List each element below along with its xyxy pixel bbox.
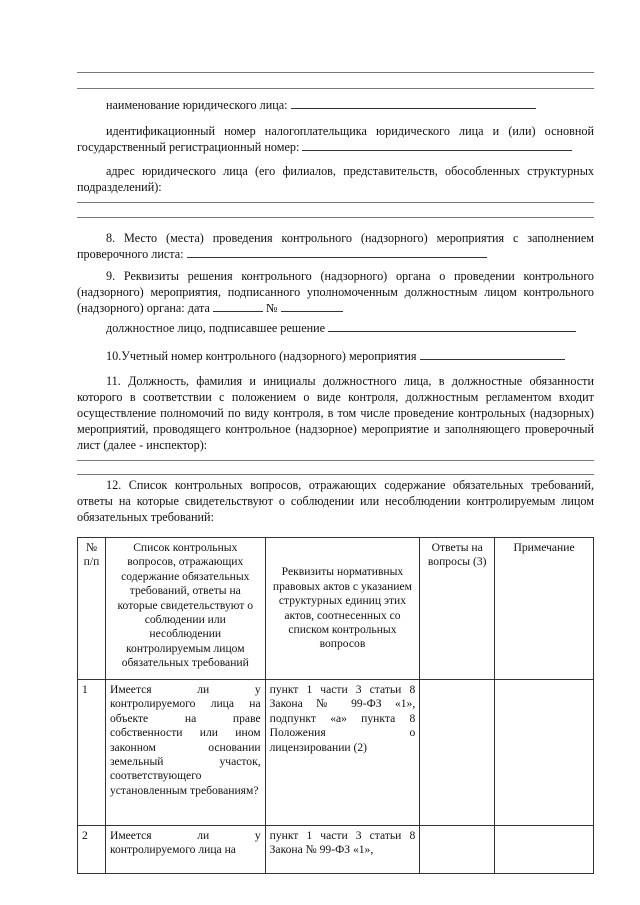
row-question: Имеется ли у контролируемого лица на объекте на праве собственности или ином законном основании земельный участок, соответствующего установленным требованиям? bbox=[105, 680, 265, 826]
decision-number-blank[interactable] bbox=[281, 301, 343, 312]
item-9-official bbox=[77, 320, 594, 336]
official-blank[interactable] bbox=[328, 321, 576, 332]
header-requisites: Реквизиты нормативных правовых актов с указанием структурных единиц этих актов, соотнесенных со списком контрольных вопросов bbox=[265, 538, 420, 680]
checklist-table bbox=[77, 537, 594, 874]
legal-name-field bbox=[77, 97, 594, 113]
top-blank-line-2 bbox=[77, 88, 594, 89]
row-note-cell[interactable] bbox=[495, 826, 594, 874]
inspector-blank-line-2[interactable] bbox=[77, 474, 594, 475]
row-requisites: пункт 1 части 3 статьи 8 Закона № 99-ФЗ «1», bbox=[265, 826, 420, 874]
header-notes: Примечание bbox=[495, 538, 594, 680]
item-8 bbox=[77, 230, 594, 262]
item-8-text: 8. Место (места) проведения контрольного (надзорного) мероприятия с заполнением проверочного листа: bbox=[77, 231, 594, 261]
row-answer-cell[interactable] bbox=[420, 680, 495, 826]
row-num: 1 bbox=[78, 680, 106, 826]
inn-blank[interactable] bbox=[302, 140, 572, 151]
item-9 bbox=[77, 268, 594, 316]
item-11-text: 11. Должность, фамилия и инициалы должностного лица, в должностные обязанности которого в соответствии с положением о виде контроля, должностным регламентом входит осуществление полномочий по виду контроля, в том числе проведение контрольных (надзорных) мероприятий, проводящего контрольное (надзорное) мероприятие и заполняющего проверочный лист (далее - инспектор): bbox=[77, 374, 594, 452]
item-11 bbox=[77, 373, 594, 453]
address-label: адрес юридического лица (его филиалов, представительств, обособленных структурных подразделений): bbox=[77, 164, 594, 194]
inn-field bbox=[77, 123, 594, 155]
item-10-text: 10.Учетный номер контрольного (надзорного) мероприятия bbox=[106, 349, 417, 363]
item-8-blank[interactable] bbox=[187, 247, 487, 258]
legal-name-label: наименование юридического лица: bbox=[106, 98, 288, 112]
item-10-blank[interactable] bbox=[420, 349, 565, 360]
official-label: должностное лицо, подписавшее решение bbox=[106, 321, 326, 335]
top-blank-line-1 bbox=[77, 72, 594, 73]
header-num: № п/п bbox=[78, 538, 106, 680]
row-requisites: пункт 1 части 3 статьи 8 Закона № 99-ФЗ «1», подпункт «а» пункта 8 Положения о лицензировании (2) bbox=[265, 680, 420, 826]
header-answers: Ответы на вопросы (3) bbox=[420, 538, 495, 680]
header-questions: Список контрольных вопросов, отражающих содержание обязательных требований, ответы на которые свидетельствуют о соблюдении или несоблюдении контролируемым лицом обязательных требований bbox=[105, 538, 265, 680]
address-blank-line-2[interactable] bbox=[77, 217, 594, 218]
inspector-blank-line-1[interactable] bbox=[77, 460, 594, 461]
item-12 bbox=[77, 477, 594, 525]
table-row bbox=[78, 680, 594, 826]
inn-label: идентификационный номер налогоплательщика юридического лица и (или) основной государственный регистрационный номер: bbox=[77, 124, 594, 154]
item-12-text: 12. Список контрольных вопросов, отражающих содержание обязательных требований, ответы на которые свидетельствуют о соблюдении или несоблюдении контролируемым лицом обязательных требований: bbox=[77, 478, 594, 524]
legal-name-blank[interactable] bbox=[291, 98, 536, 109]
decision-date-blank[interactable] bbox=[213, 301, 263, 312]
row-answer-cell[interactable] bbox=[420, 826, 495, 874]
address-field bbox=[77, 163, 594, 195]
table-row bbox=[78, 826, 594, 874]
row-question: Имеется ли у контролируемого лица на bbox=[105, 826, 265, 874]
item-10 bbox=[77, 348, 594, 364]
number-sign: № bbox=[266, 301, 278, 315]
item-9-text: 9. Реквизиты решения контрольного (надзорного) органа о проведении контрольного (надзорного) мероприятия, подписанного уполномоченным должностным лицом контрольного (надзорного) органа: дата bbox=[77, 269, 594, 315]
table-header-row bbox=[78, 538, 594, 680]
row-num: 2 bbox=[78, 826, 106, 874]
row-note-cell[interactable] bbox=[495, 680, 594, 826]
address-blank-line-1[interactable] bbox=[77, 202, 594, 203]
